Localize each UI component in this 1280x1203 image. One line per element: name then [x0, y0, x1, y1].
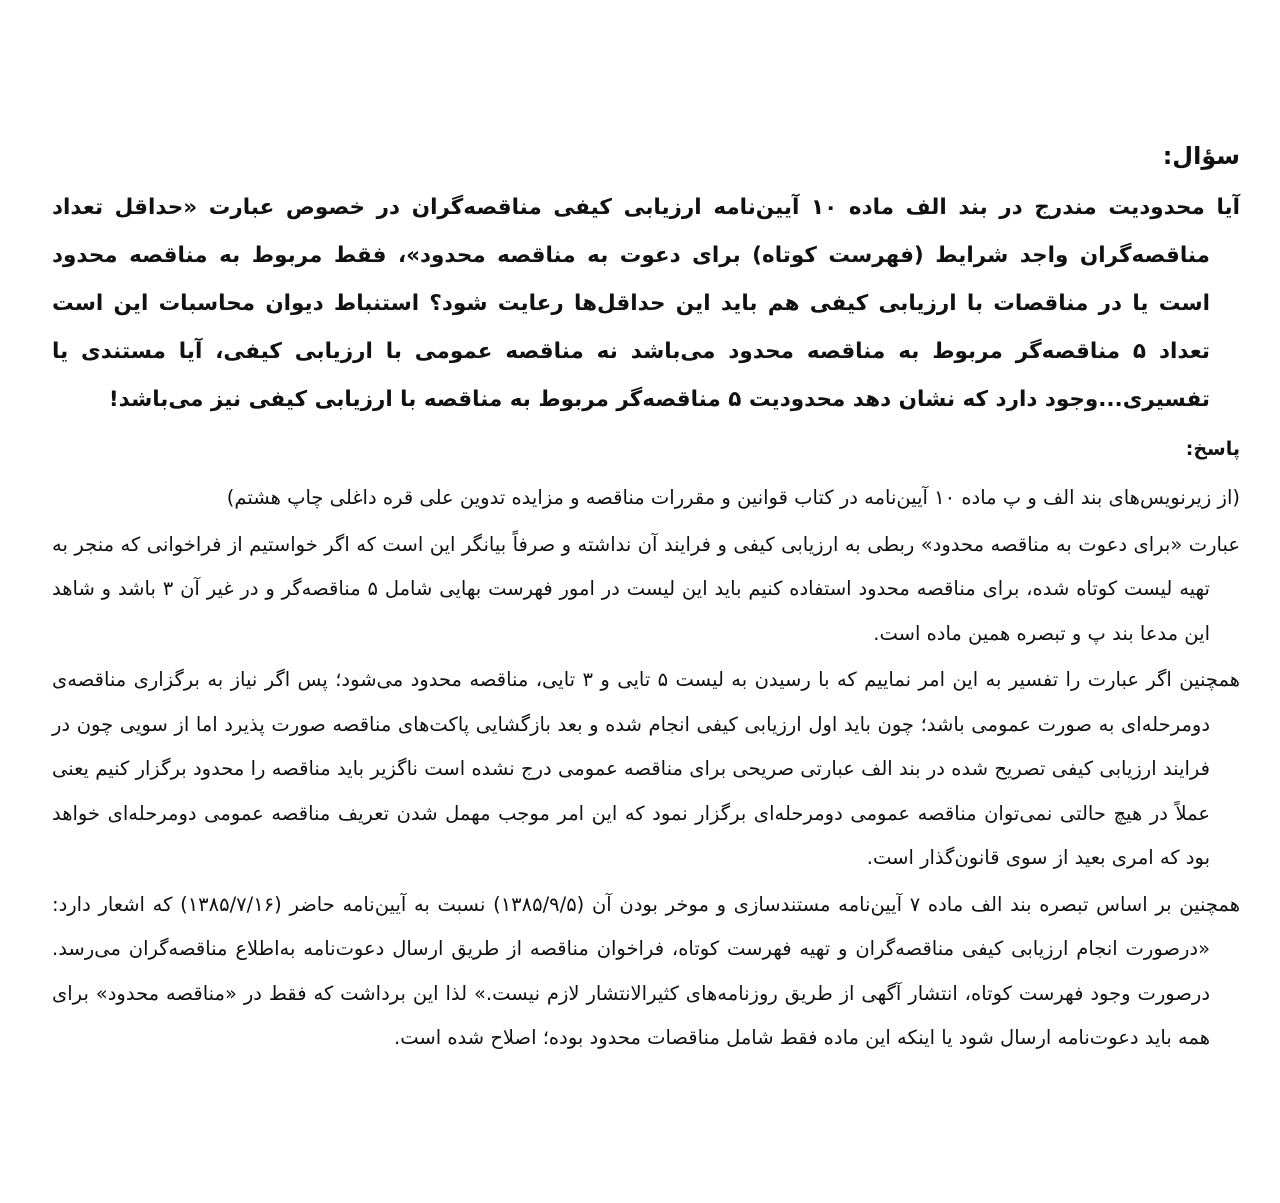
- question-heading: سؤال:: [1162, 142, 1240, 170]
- answer-paragraph-3: همچنین بر اساس تبصره بند الف ماده ۷ آیین‌نامه مستندسازی و موخر بودن آن (۱۳۸۵/۹/۵) نسبت به آیین‌نامه حاضر (۱۳۸۵/۷/۱۶) که اشعار دارد: «درصورت انجام ارزیابی کیفی مناقصه‌گران و تهیه فهرست کوتاه، فراخوان مناقصه از طریق ارسال دعوت‌نامه به‌اطلاع مناقصه‌گران می‌رسد. درصورت وجود فهرست کوتاه، انتشار آگهی از طریق روزنامه‌های کثیرالانتشار لازم نیست.» لذا این برداشت که فقط در «مناقصه محدود» برای همه باید دعوت‌نامه ارسال شود یا اینکه این ماده فقط شامل مناقصات محدود بوده؛ اصلاح شده است.: [52, 892, 1240, 1049]
- answer-body: [52, 476, 1240, 1063]
- question-text: آیا محدودیت مندرج در بند الف ماده ۱۰ آیین‌نامه ارزیابی کیفی مناقصه‌گران در خصوص عبارت «حداقل تعداد مناقصه‌گران واجد شرایط (فهرست کوتاه) برای دعوت به مناقصه محدود»، فقط مربوط به مناقصه محدود است یا در مناقصات با ارزیابی کیفی هم باید این حداقل‌ها رعایت شود؟ استنباط دیوان محاسبات این است تعداد ۵ مناقصه‌گر مربوط به مناقصه محدود می‌باشد نه مناقصه عمومی با ارزیابی کیفی، آیا مستندی یا تفسیری...وجود دارد که نشان دهد محدودیت ۵ مناقصه‌گر مربوط به مناقصه با ارزیابی کیفی نیز می‌باشد!: [52, 195, 1240, 412]
- answer-heading: پاسخ:: [1185, 438, 1240, 460]
- answer-paragraph-2: همچنین اگر عبارت را تفسیر به این امر نماییم که با رسیدن به لیست ۵ تایی و ۳ تایی، مناقصه محدود می‌شود؛ پس اگر نیاز به برگزاری مناقصه‌ی دومرحله‌ای به صورت عمومی باشد؛ چون باید اول ارزیابی کیفی انجام شده و بعد بازگشایی پاکت‌های مناقصه صورت پذیرد اما از سویی چون در فرایند ارزیابی کیفی تصریح شده در بند الف عبارتی صریحی برای مناقصه عمومی درج نشده است ناگزیر باید مناقصه را محدود برگزار کنیم یعنی عملاً در هیچ حالتی نمی‌توان مناقصه عمومی دومرحله‌ای برگزار نمود که این امر موجب مهمل شدن تعریف مناقصه عمومی دومرحله‌ای خواهد بود که امری بعید از سوی قانون‌گذار است.: [52, 668, 1241, 869]
- answer-paragraph-1: عبارت «برای دعوت به مناقصه محدود» ربطی به ارزیابی کیفی و فرایند آن نداشته و صرفاً بیانگر این است که اگر خواستیم از فراخوانی که منجر به تهیه لیست کوتاه شده، برای مناقصه محدود استفاده کنیم باید این لیست در امور فهرست بهایی شامل ۵ مناقصه‌گر و در غیر آن ۳ باشد و شاهد این مدعا بند پ و تبصره همین ماده است.: [52, 532, 1240, 645]
- answer-paragraph-source: (از زیرنویس‌های بند الف و پ ماده ۱۰ آیین‌نامه در کتاب قوانین و مقررات مناقصه و مزایده تدوین علی قره داغلی چاپ هشتم): [226, 486, 1240, 509]
